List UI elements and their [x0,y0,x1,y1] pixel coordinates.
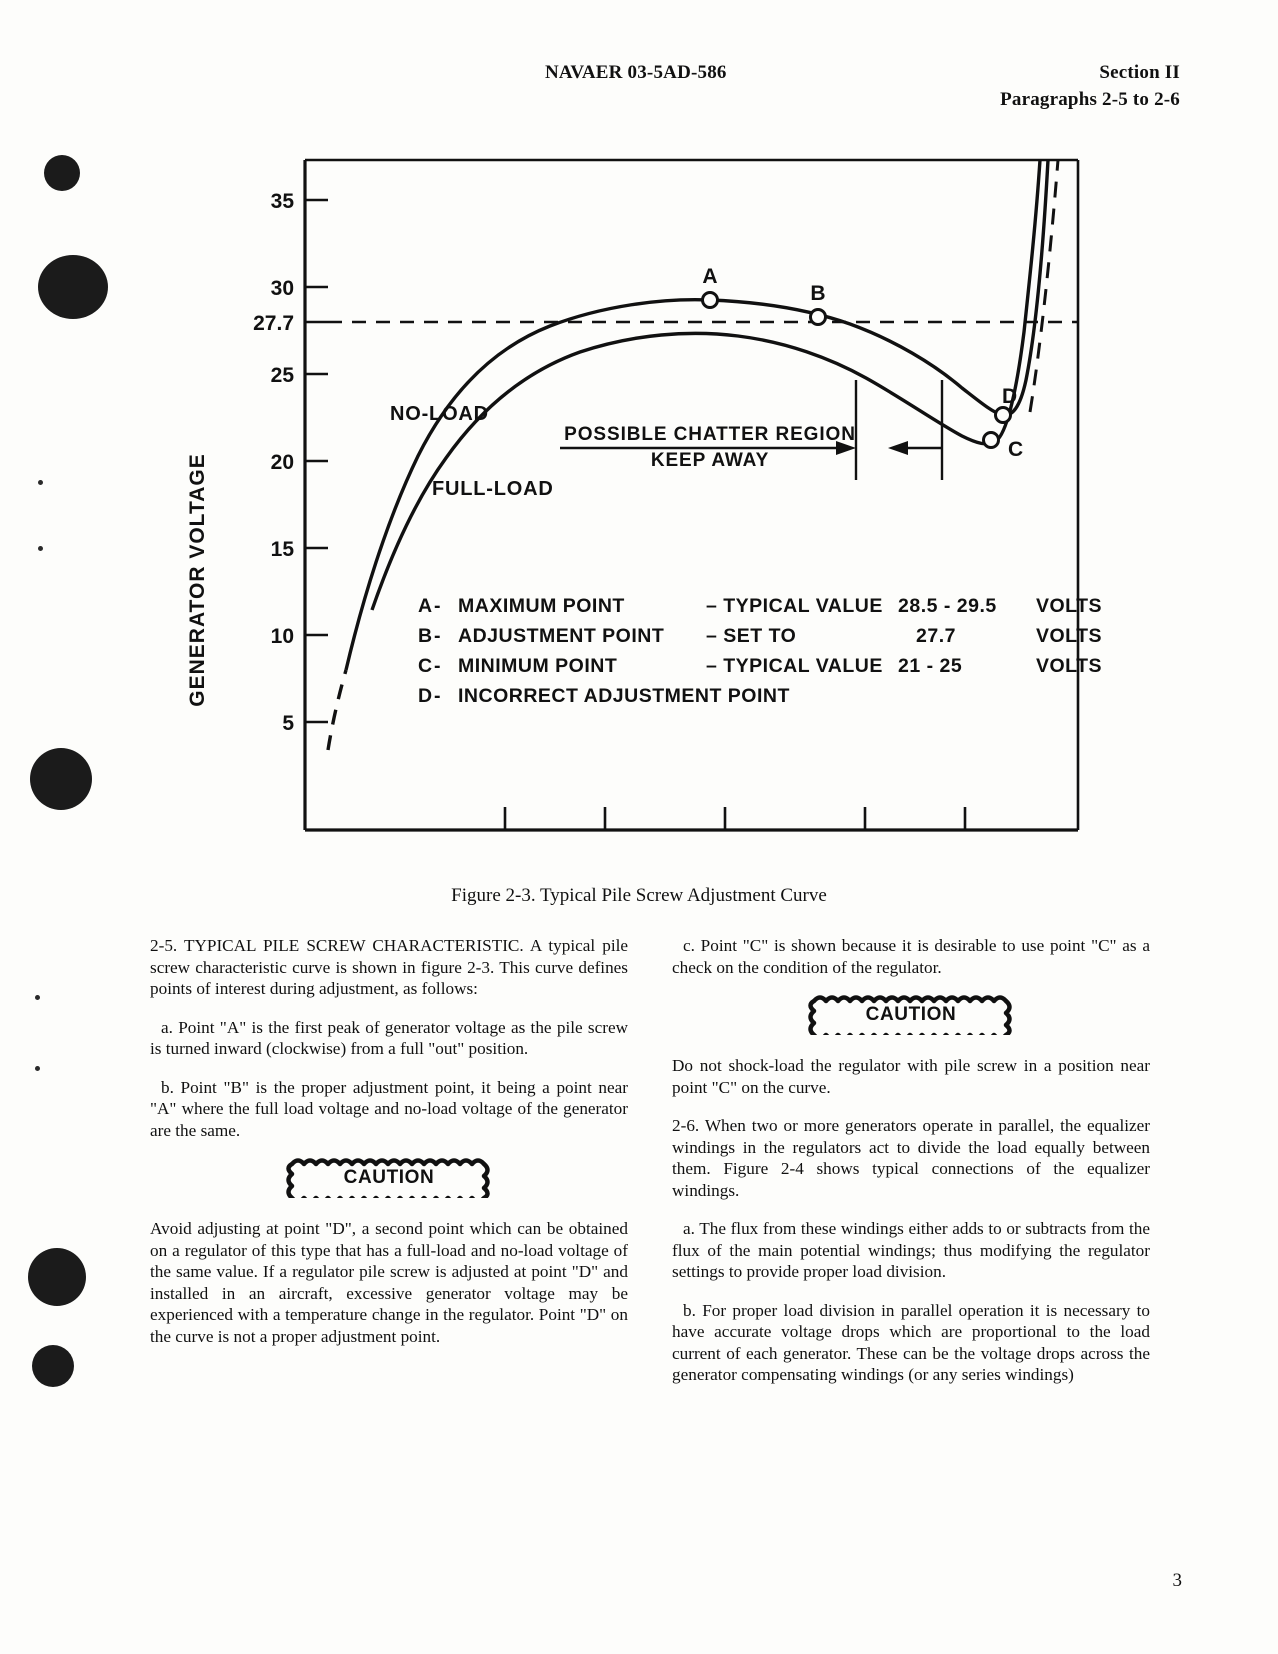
right-column [672,935,1150,1403]
caution-box-right [804,995,1018,1035]
key-c-unit: VOLTS [1036,655,1103,677]
running-head-document-number: NAVAER 03-5AD-586 [545,62,727,83]
key-c-id: C [418,655,433,677]
y-axis-ticks [305,200,328,722]
key-c-value: 21 - 25 [898,655,963,677]
chatter-line-2: KEEP AWAY [650,450,770,471]
point-marker-d [996,408,1011,423]
margin-punch-mark [28,1248,86,1306]
key-b-unit: VOLTS [1036,625,1103,647]
body-columns [150,935,1150,1403]
paragraph-2-6: 2-6. When two or more generators operate in parallel, the equalizer windings in the regulators act to divide the load equally between them. Figure 2-4 shows typical connections of the equalizer windings. [672,1116,1150,1200]
key-c-dash: - [434,655,441,677]
ytick-35: 35 [270,190,294,213]
key-a-unit: VOLTS [1036,595,1103,617]
extrapolated-branch [1030,160,1058,412]
key-a-id: A [418,595,433,617]
key-b-id: B [418,625,433,647]
point-label-b: B [810,282,826,305]
chatter-region-annotation [560,380,942,480]
ytick-20: 20 [270,451,294,474]
caution-text-right: Do not shock-load the regulator with pile screw in a position near point "C" on the curve. [672,1056,1150,1097]
margin-speck [38,546,43,551]
margin-speck [35,1066,40,1071]
key-a-name: MAXIMUM POINT [458,595,625,617]
ytick-27-7: 27.7 [253,312,294,335]
caution-box-left [282,1158,496,1198]
point-label-c: C [1008,438,1024,461]
figure-caption: Figure 2-3. Typical Pile Screw Adjustment Curve [451,885,827,906]
pile-screw-adjustment-curve-chart [150,150,1130,840]
point-label-d: D [1002,385,1018,408]
left-column [150,935,628,1403]
caution-label-right: CAUTION [865,1004,957,1025]
y-axis-title: GENERATOR VOLTAGE [186,453,209,707]
ytick-30: 30 [270,277,294,300]
paragraph-2-5-b: b. Point "B" is the proper adjustment point, it being a point near "A" where the full load voltage and no-load voltage of the generator are the same. [150,1077,628,1140]
paragraph-2-5-a: a. Point "A" is the first peak of generator voltage as the pile screw is turned inward (clockwise) from a full "out" position. [150,1017,628,1058]
key-a-value: 28.5 - 29.5 [898,595,997,617]
ytick-5: 5 [282,712,294,735]
ytick-10: 10 [270,625,294,648]
key-b-value: 27.7 [916,625,956,647]
key-c-name: MINIMUM POINT [458,655,618,677]
key-b-name: ADJUSTMENT POINT [458,625,665,647]
key-c-desc: – TYPICAL VALUE [706,655,883,677]
figure-key [418,595,1102,707]
y-axis-tick-labels [253,190,294,735]
paragraph-2-5: 2-5. TYPICAL PILE SCREW CHARACTERISTIC. A typical pile screw characteristic curve is shown in figure 2-3. This curve defines points of interest during adjustment, as follows: [150,936,628,998]
curve-label-no-load: NO-LOAD [390,403,489,425]
margin-punch-mark [32,1345,74,1387]
running-head-paragraphs: Paragraphs 2-5 to 2-6 [1000,89,1180,110]
paragraph-2-6-a: a. The flux from these windings either adds to or subtracts from the flux of the main potential windings; thus modifying the regulator settings to provide proper load division. [672,1219,1150,1281]
series-full-load [372,160,1040,610]
margin-punch-mark [30,748,92,810]
margin-punch-mark [38,255,108,319]
key-d-id: D [418,685,433,707]
curve-label-full-load: FULL-LOAD [432,478,554,500]
caution-text-left: Avoid adjusting at point "D", a second point which can be obtained on a regulator of this type that has a full-load and no-load voltage of the same value. If a regulator pile screw is adjusted at point "D" and installed in an aircraft, excessive generator voltage may be experienced with a temperature change in the regulator. Point "D" on the curve is not a proper adjustment point. [150,1219,628,1346]
key-a-dash: - [434,595,441,617]
ytick-15: 15 [270,538,294,561]
point-label-a: A [702,265,718,288]
key-a-desc: – TYPICAL VALUE [706,595,883,617]
point-marker-c [984,433,999,448]
key-b-desc: – SET TO [706,625,797,647]
page-number: 3 [1172,1570,1182,1591]
figure-2-3 [150,150,1130,840]
key-d-dash: - [434,685,441,707]
margin-speck [38,480,43,485]
margin-speck [35,995,40,1000]
chatter-line-1: POSSIBLE CHATTER REGION [564,424,856,445]
paragraph-2-5-c: c. Point "C" is shown because it is desirable to use point "C" as a check on the condition of the regulator. [672,936,1150,977]
key-b-dash: - [434,625,441,647]
caution-label-left: CAUTION [343,1167,435,1188]
point-marker-a [703,293,718,308]
running-head-section: Section II [1099,62,1180,83]
x-axis-ticks [505,807,965,830]
paragraph-2-6-b: b. For proper load division in parallel operation it is necessary to have accurate voltage drops which are proportional to the load current of each generator. These can be the voltage drops across the generator compensating windings (or any series windings) [672,1300,1150,1384]
ytick-25: 25 [270,364,294,387]
point-marker-b [811,310,826,325]
key-d-name: INCORRECT ADJUSTMENT POINT [458,685,790,707]
margin-punch-mark [44,155,80,191]
